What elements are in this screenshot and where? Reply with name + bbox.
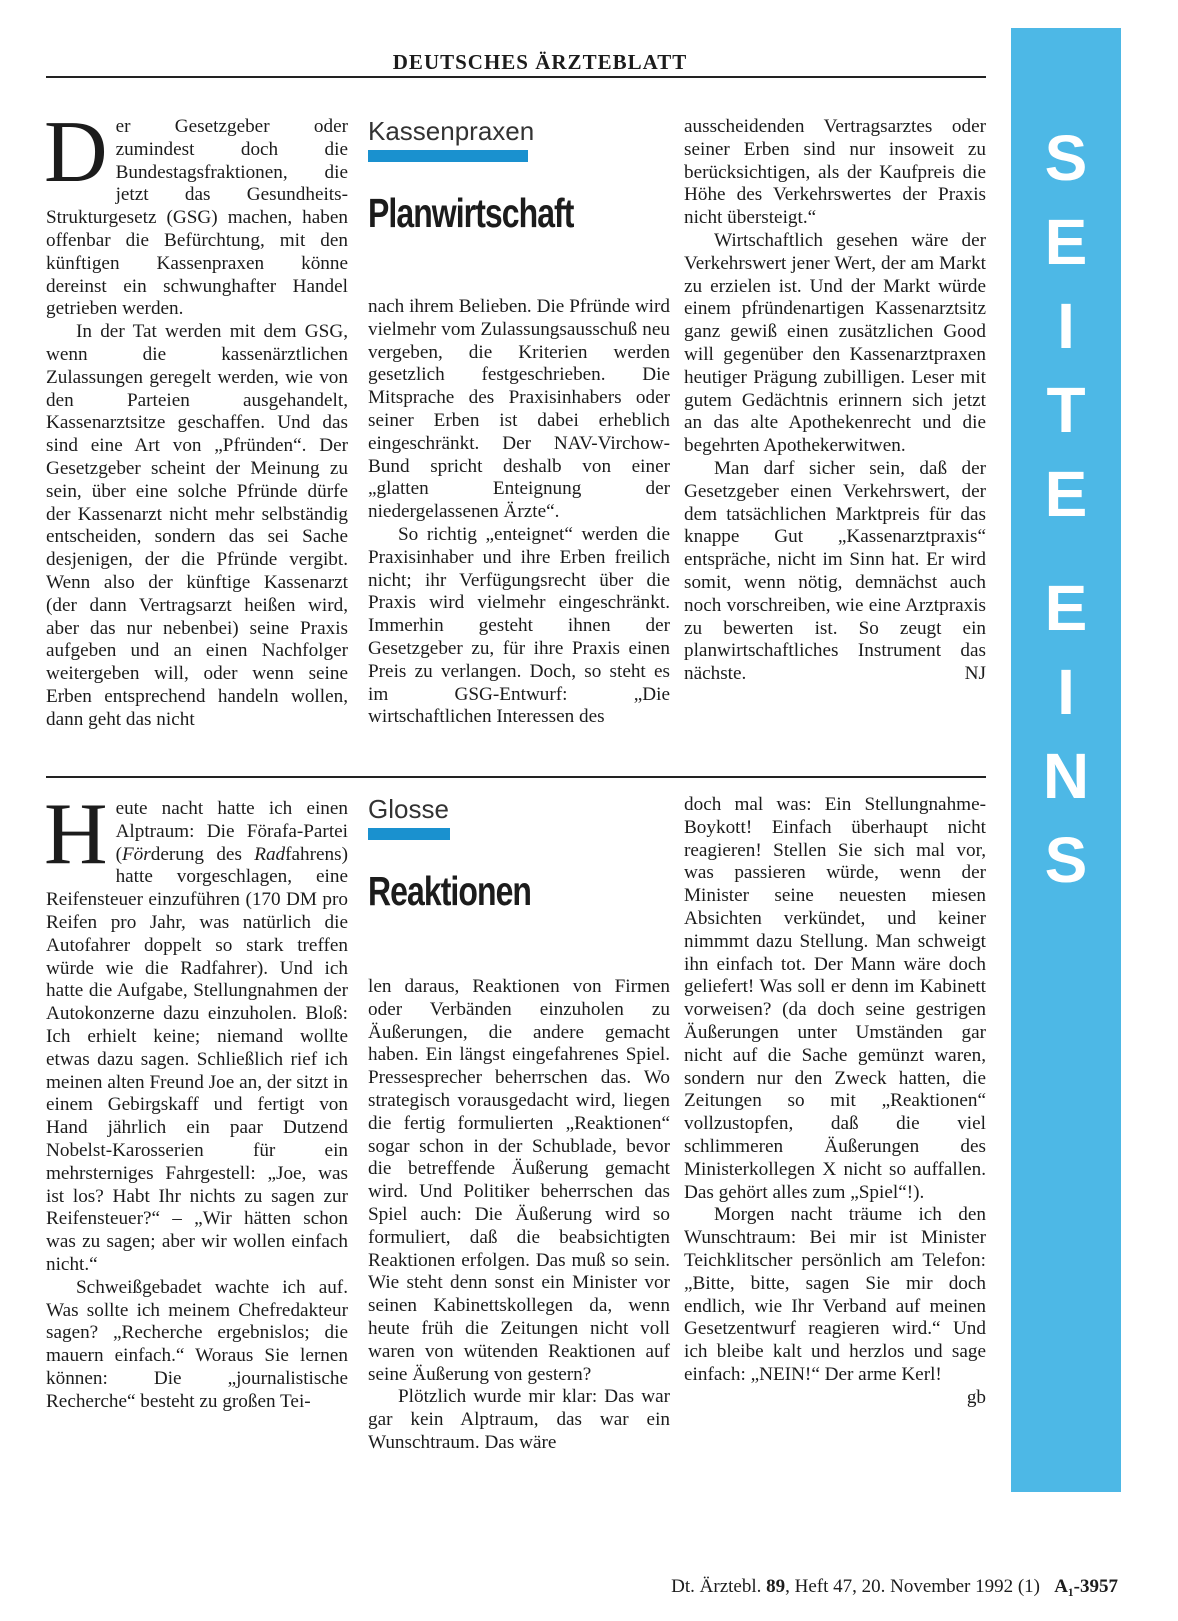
masthead-rule bbox=[46, 76, 986, 78]
article2-col1 bbox=[44, 786, 348, 1498]
text: fa bbox=[285, 843, 301, 865]
paragraph: hrens) hatte vorgeschlagen, eine Reifensteuer einzuführen (170 DM pro Reifen pro Jahr, was natürlich die Autofahrer doppelt so stark treffen würde wie die Radfahrer). Und ich hatte die Aufgabe, Stellungnahmen der Autokonzerne dazu einzuholen. Bloß: Ich erhielt keine; niemand wollte etwas dazu sagen. Schließlich rief ich meinen alten Freund Joe an, der sitzt in einem Gebirgskaff und fertigt von Hand jährlich ein paar Dutzend Nobelst-Karosserien für ein mehrsterniges Fahrgestell: „Joe, was ist los? Habt Ihr nichts zu sagen zur Reifensteuer?“ – „Wir hätten schon was zu sagen; aber wir wollen einfach nicht.“ bbox=[46, 843, 348, 1275]
footer-issue: , Heft 47, 20. November 1992 (1) bbox=[785, 1576, 1040, 1597]
paragraph: len daraus, Reaktionen von Firmen oder Verbänden einzuholen zu Äußerungen, die andere gemacht haben. Ein längst eingefahrenes Spiel. Pressesprecher beherrschen das. Wo strategisch vorausgedacht wird, liegen die fertig formulierten „Reaktionen“ sogar schon in der Schublade, bevor die betreffende Äußerung gemacht wird. Und Politiker beherrschen das Spiel auch: Die Äußerung wird so formuliert, daß die beabsichtigten Reaktionen erfolgen. Das muß so sein. Wie steht denn sonst ein Minister vor seinen Kabinettskollegen da, wenn heute früh die Zeitungen nicht voll waren von wütenden Reaktionen auf seine Äußerung von gestern? bbox=[368, 976, 670, 1385]
sidebar-letter: T bbox=[1046, 374, 1086, 446]
paragraph: doch mal was: Ein Stellungnahme-Boykott! Einfach überhaupt nicht reagieren! Stellen Sie sich mal vor, was passieren würde, wenn der Minister seine neuesten miesen Absichten verkündet, und keiner nimmmt dazu Stellung. Man schweigt ihn einfach tot. Der Mann wäre doch geliefert! Was soll er denn im Kabinett vorweisen? (da doch seine gestrigen Äußerungen unter Umständen gar nicht auf die Sache gemünzt waren, sondern nur den Zweck hatten, die Zeitungen so mit „Reaktionen“ vollzustopfen, daß die viel schlimmeren Äußerungen des Ministerkollegen X nicht so auffallen. Das gehört alles zum „Spiel“!). bbox=[684, 794, 986, 1203]
signature: gb bbox=[966, 1386, 986, 1408]
text: derung des bbox=[150, 843, 255, 865]
italic-text: För bbox=[121, 843, 151, 865]
paragraph: er Gesetzgeber oder zumindest doch die Bundestagsfraktionen, die jetzt das Gesundheits-Strukturgesetz (GSG) machen, haben offenbar die Befürchtung, mit den künftigen Kassenpraxen könne dereinst ein schwunghafter Handel getrieben werden. bbox=[46, 116, 348, 320]
section-rule bbox=[46, 776, 986, 778]
sidebar-letter: E bbox=[1044, 572, 1088, 644]
footer-volume: 89 bbox=[766, 1576, 786, 1597]
article1-headline: Planwirtschaft bbox=[368, 190, 574, 236]
article1-kicker: Kassenpraxen bbox=[368, 116, 535, 146]
paragraph: Plötzlich wurde mir klar: Das war gar kein Alptraum, das war ein Wunschtraum. Das wäre bbox=[368, 1386, 670, 1453]
sidebar-letter: N bbox=[1042, 740, 1090, 812]
article2-col3 bbox=[684, 794, 986, 1494]
sidebar-band bbox=[1011, 28, 1121, 1492]
article1-col1 bbox=[44, 104, 348, 776]
sidebar-letter: E bbox=[1044, 458, 1088, 530]
footer bbox=[671, 1576, 1118, 1598]
article2-kicker: Glosse bbox=[368, 794, 449, 824]
article2-headline: Reaktionen bbox=[368, 868, 532, 914]
kicker-bar bbox=[368, 828, 450, 840]
dropcap: H bbox=[44, 786, 108, 883]
kicker-bar bbox=[368, 150, 528, 162]
article1-col3 bbox=[684, 116, 986, 776]
italic-text: Rad bbox=[254, 843, 286, 865]
paragraph: Man darf sicher sein, daß der Gesetzgeber einen Verkehrswert, der dem tatsächlichen Marktpreis für das knappe Gut „Kassenarztpraxis“ entspräche, nicht im Sinn hat. Er wird somit, wenn nötig, demnächst auch noch vorschreiben, wie eine Arztpraxis zu bewerten ist. So zeugt ein planwirtschaftliches Instrument das nächste. bbox=[684, 457, 986, 685]
sidebar-letter: S bbox=[1044, 824, 1088, 896]
paragraph: Morgen nacht träume ich den Wunschtraum: Bei mir ist Minister Teichklitscher persönlich am Telefon: „Bitte, bitte, sagen Sie mir doch endlich, wie Ihr Verband auf meinen Gesetzentwurf reagieren wird.“ Und ich bleibe kalt und herzlos und sage einfach: „NEIN!“ Der arme Kerl! bbox=[684, 1204, 986, 1385]
signature: NJ bbox=[964, 663, 986, 685]
paragraph: nach ihrem Belieben. Die Pfründe wird vielmehr vom Zulassungsausschuß neu vergeben, die Kriterien werden gesetzlich festgeschrieben. Die Mitsprache des Praxisinhabers oder seiner Erben ist dabei erheblich eingeschränkt. Der NAV-Virchow-Bund spricht deshalb von einer „glatten Enteignung der niedergelassenen Ärzte“. bbox=[368, 296, 670, 523]
paragraph: ausscheidenden Vertragsarztes oder seiner Erben sind nur insoweit zu berücksichtigen, als der Kaufpreis die Höhe des Verkehrswertes der Praxis nicht übersteigt.“ bbox=[684, 116, 986, 229]
footer-journal: Dt. Ärztebl. bbox=[671, 1576, 762, 1597]
paragraph: In der Tat werden mit dem GSG, wenn die kassenärztlichen Zulassungen geregelt werden, wie von den Parteien ausgehandelt, Kassenarztsitze geschaffen. Und das sind eine Art von „Pfründen“. Der Gesetzgeber scheint der Meinung zu sein, über eine solche Pfründe dürfe der Kassenarzt nicht mehr selbständig entscheiden, sondern das sei Sache desjenigen, der die Pfründe vergibt. Wenn also der künftige Kassenarzt (der dann Vertragsarzt heißen wird, aber das nur nebenbei) seine Praxis aufgeben und an einen Nachfolger weitergeben will, oder wenn seine Erben entsprechend handeln wollen, dann geht das nicht bbox=[46, 321, 348, 730]
masthead: DEUTSCHES ÄRZTEBLATT bbox=[392, 50, 688, 74]
sidebar-letter: E bbox=[1044, 206, 1088, 278]
sidebar-letter: S bbox=[1044, 122, 1088, 194]
paragraph: Schweißgebadet wachte ich auf. Was sollte ich meinem Chefredakteur sagen? „Recherche ergebnislos; die mauern einfach.“ Woraus Sie lernen können: Die „journalistische Recherche“ besteht zu großen Tei- bbox=[46, 1276, 348, 1412]
article1-col2 bbox=[368, 296, 670, 766]
article2-col2 bbox=[368, 976, 670, 1496]
sidebar-letter: I bbox=[1057, 290, 1075, 362]
paragraph: So richtig „enteignet“ werden die Praxisinhaber und ihre Erben freilich nicht; ihr Verfügungsrecht über die Praxis wird vielmehr eingeschränkt. Immerhin gesteht ihnen der Gesetzgeber zu, für ihre Praxis einen Preis zu verlangen. Doch, so steht es im GSG-Entwurf: „Die wirtschaftlichen Interessen des bbox=[368, 523, 670, 728]
sidebar-letter: I bbox=[1057, 656, 1075, 728]
footer-page: A₁-3957 bbox=[1054, 1576, 1118, 1597]
dropcap: D bbox=[44, 104, 108, 201]
paragraph: Wirtschaftlich gesehen wäre der Verkehrswert jener Wert, der am Markt zu erzielen ist. Und der Markt würde einem pfründenartigen Kassenarztsitz ganz gewiß einen zusätzlichen Good will gegenüber den Kassenarztpraxen heutiger Prägung zubilligen. Leser mit gutem Gedächtnis erinnern sich jetzt an das alte Apothekenrecht und die begehrten Apothekerwitwen. bbox=[684, 229, 986, 457]
paragraph: eute nacht hatte ich einen Alptraum: Die Förafa-Partei ( bbox=[115, 798, 348, 865]
